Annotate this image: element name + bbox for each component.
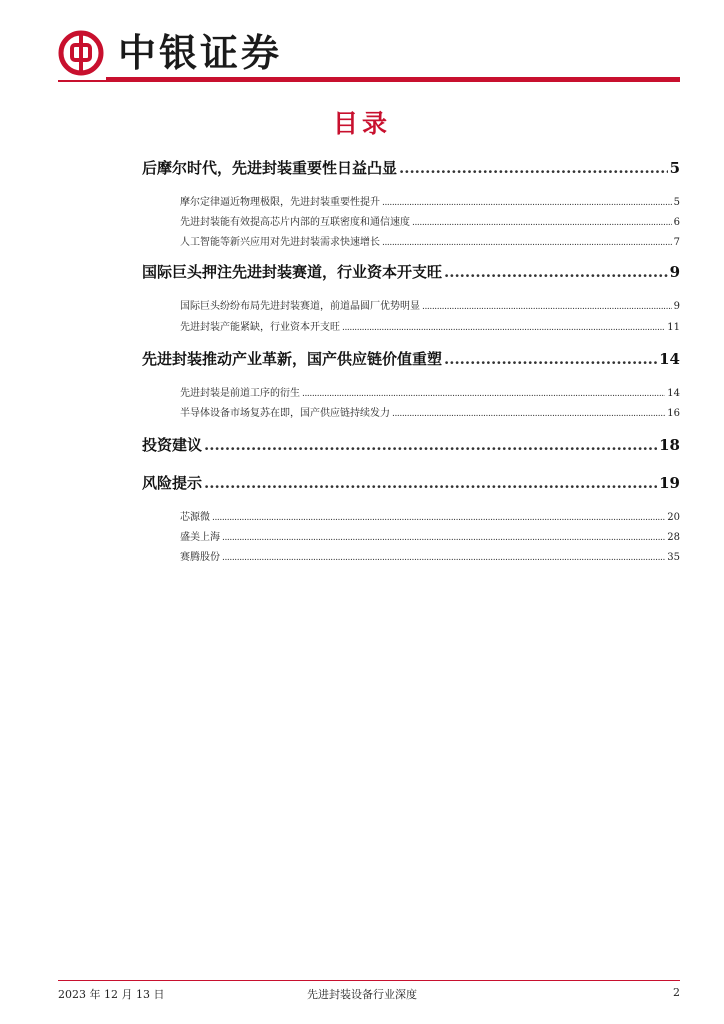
toc-subsection-entry[interactable] — [0, 528, 724, 543]
toc-entry-page: 16 — [667, 408, 680, 419]
toc-entry-label: 半导体设备市场复苏在即，国产供应链持续发力 — [180, 408, 390, 419]
toc-section-entry[interactable] — [0, 434, 724, 455]
toc-entry-label: 人工智能等新兴应用对先进封装需求快速增长 — [180, 237, 380, 248]
toc-entry-label: 投资建议 — [142, 436, 203, 454]
toc-entry-label: 摩尔定律逼近物理极限，先进封装重要性提升 — [180, 197, 380, 208]
toc-entry-page: 20 — [667, 512, 680, 523]
toc-entry-page: 14 — [659, 350, 680, 368]
bank-of-china-logo-icon — [58, 30, 104, 76]
toc-entry-page: 11 — [667, 322, 680, 333]
toc-subsection-entry[interactable] — [0, 193, 724, 208]
toc-entry-label: 先进封装是前道工序的衍生 — [180, 388, 300, 399]
footer-report-title: 先进封装设备行业深度 — [307, 988, 417, 1001]
footer-rule — [58, 980, 680, 981]
toc-section-entry[interactable] — [0, 157, 724, 178]
toc-dot-leader — [399, 159, 668, 177]
toc-dot-leader — [412, 218, 672, 228]
toc-subsection-entry[interactable] — [0, 404, 724, 419]
brand-name: 中银证券 — [118, 31, 283, 75]
toc-entry-label: 先进封装产能紧缺，行业资本开支旺 — [180, 322, 340, 333]
toc-dot-leader — [204, 474, 657, 492]
toc-section-entry[interactable] — [0, 261, 724, 282]
footer-date: 2023 年 12 月 13 日 — [58, 988, 165, 1001]
toc-entry-label: 国际巨头纷纷布局先进封装赛道，前道晶圆厂优势明显 — [180, 301, 420, 312]
toc-subsection-entry[interactable] — [0, 233, 724, 248]
footer-page-number: 2 — [673, 986, 680, 999]
page-header — [58, 28, 678, 78]
toc-dot-leader — [302, 389, 665, 399]
toc-dot-leader — [222, 533, 665, 543]
toc-entry-page: 19 — [659, 474, 680, 492]
toc-entry-page: 9 — [673, 301, 680, 312]
toc-subsection-entry[interactable] — [0, 548, 724, 563]
toc-dot-leader — [444, 350, 657, 368]
toc-dot-leader — [204, 436, 657, 454]
toc-entry-label: 国际巨头押注先进封装赛道，行业资本开支旺 — [142, 263, 443, 281]
toc-title: 目录 — [332, 109, 391, 138]
toc-section-entry[interactable] — [0, 472, 724, 493]
toc-entry-label: 先进封装推动产业革新，国产供应链价值重塑 — [142, 350, 443, 368]
toc-entry-page: 6 — [673, 217, 680, 228]
toc-dot-leader — [342, 323, 665, 333]
toc-entry-label: 先进封装能有效提高芯片内部的互联密度和通信速度 — [180, 217, 410, 228]
toc-entry-page: 35 — [667, 552, 680, 563]
header-rule — [106, 77, 680, 82]
toc-subsection-entry[interactable] — [0, 384, 724, 399]
toc-subsection-entry[interactable] — [0, 508, 724, 523]
toc-dot-leader — [444, 263, 668, 281]
toc-entry-label: 风险提示 — [142, 474, 203, 492]
toc-entry-page: 9 — [669, 263, 680, 281]
toc-dot-leader — [382, 238, 672, 248]
toc-section-entry[interactable] — [0, 348, 724, 369]
toc-entry-page: 5 — [669, 159, 680, 177]
toc-dot-leader — [222, 553, 665, 563]
toc-entry-page: 28 — [667, 532, 680, 543]
toc-subsection-entry[interactable] — [0, 297, 724, 312]
toc-entry-label: 盛美上海 — [180, 532, 220, 543]
toc-entry-page: 14 — [667, 388, 680, 399]
toc-dot-leader — [382, 198, 672, 208]
toc-entry-page: 5 — [673, 197, 680, 208]
toc-dot-leader — [392, 409, 665, 419]
toc-entry-label: 赛腾股份 — [180, 552, 220, 563]
toc-entry-label: 后摩尔时代，先进封装重要性日益凸显 — [142, 159, 398, 177]
toc-dot-leader — [212, 513, 665, 523]
toc-subsection-entry[interactable] — [0, 318, 724, 333]
header-rule-left — [58, 80, 106, 82]
toc-dot-leader — [422, 302, 672, 312]
toc-entry-label: 芯源微 — [180, 512, 210, 523]
toc-entry-page: 7 — [673, 237, 680, 248]
toc-subsection-entry[interactable] — [0, 213, 724, 228]
toc-entry-page: 18 — [659, 436, 680, 454]
